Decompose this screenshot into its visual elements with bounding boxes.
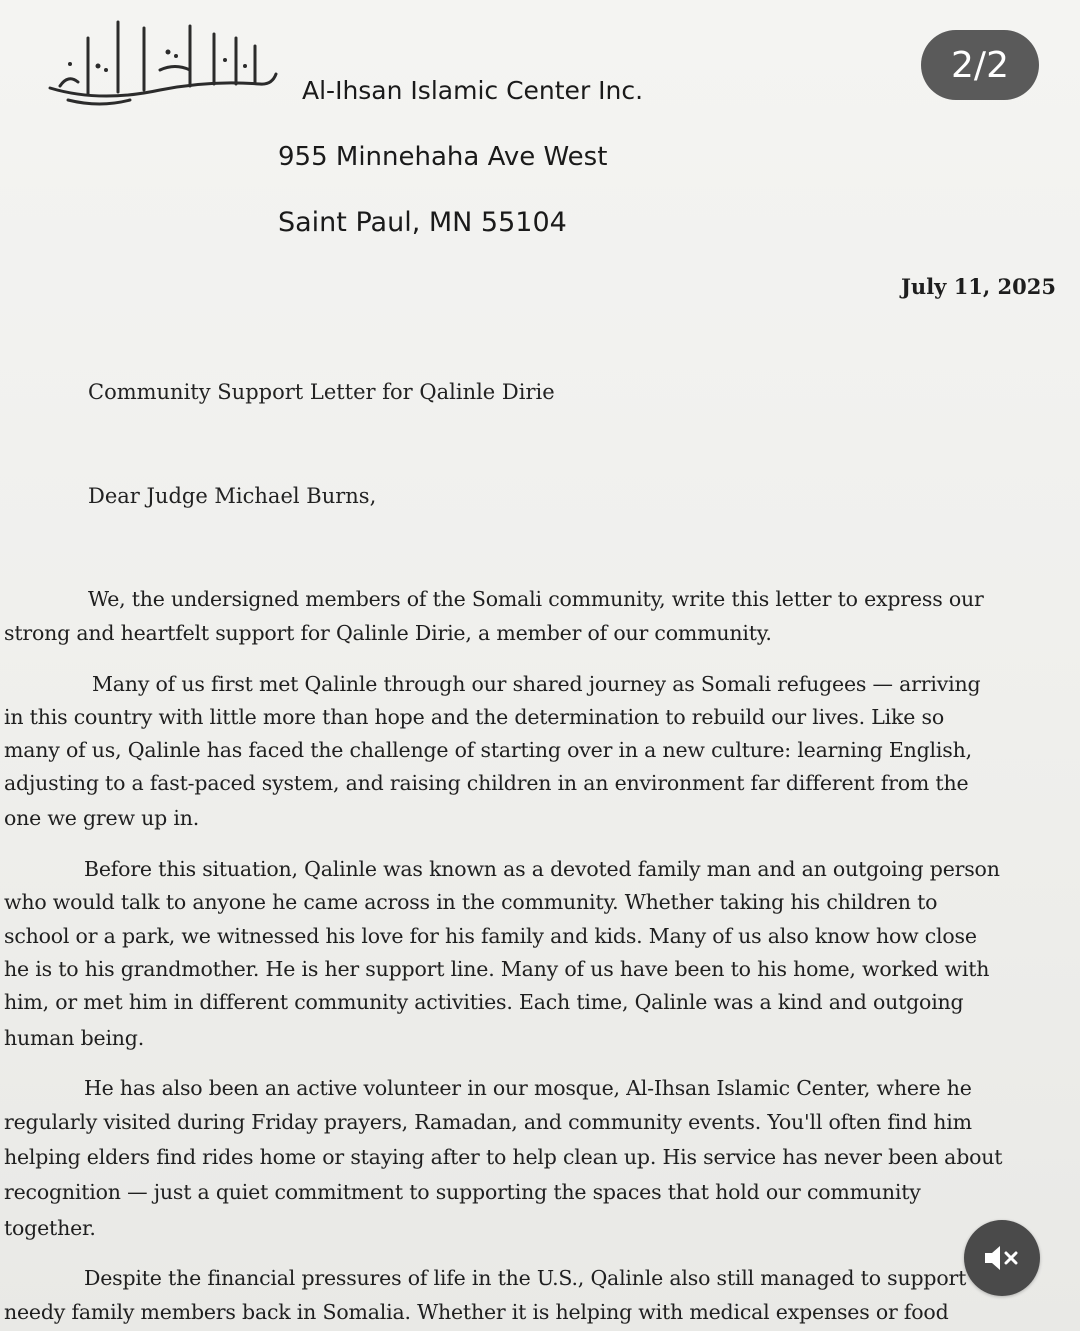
body-line: helping elders find rides home or staying after to help clean up. His service has never been about [4, 1145, 1003, 1169]
body-line: school or a park, we witnessed his love for his family and kids. Many of us also know how close [4, 924, 977, 948]
organization-name: Al-Ihsan Islamic Center Inc. [302, 76, 644, 105]
body-line: strong and heartfelt support for Qalinle Dirie, a member of our community. [4, 621, 772, 645]
body-line: many of us, Qalinle has faced the challenge of starting over in a new culture: learning English, [4, 738, 972, 762]
body-line: We, the undersigned members of the Somali community, write this letter to express our [88, 587, 984, 611]
body-line: needy family members back in Somalia. Whether it is helping with medical expenses or food [4, 1300, 949, 1324]
organization-street: 955 Minnehaha Ave West [278, 142, 608, 172]
body-line: together. [4, 1216, 96, 1240]
letter-date: July 11, 2025 [901, 274, 1056, 299]
body-line: Many of us first met Qalinle through our shared journey as Somali refugees — arriving [92, 672, 981, 696]
body-line: adjusting to a fast-paced system, and raising children in an environment far different from the [4, 771, 969, 795]
body-line: one we grew up in. [4, 806, 200, 830]
arabic-calligraphy-logo [40, 8, 285, 108]
letter-salutation: Dear Judge Michael Burns, [88, 484, 377, 508]
slide-counter: 2/2 [921, 30, 1039, 100]
body-line: Before this situation, Qalinle was known as a devoted family man and an outgoing person [84, 857, 1000, 881]
mute-toggle-button[interactable] [964, 1220, 1040, 1296]
body-line: human being. [4, 1026, 145, 1050]
speaker-muted-icon [983, 1243, 1021, 1273]
organization-city: Saint Paul, MN 55104 [278, 207, 567, 238]
body-line: in this country with little more than hope and the determination to rebuild our lives. Like so [4, 705, 944, 729]
body-line: he is to his grandmother. He is her support line. Many of us have been to his home, worked with [4, 957, 990, 981]
body-line: Despite the financial pressures of life in the U.S., Qalinle also still managed to support [84, 1266, 967, 1290]
body-line: regularly visited during Friday prayers, Ramadan, and community events. You'll often find him [4, 1110, 972, 1134]
body-line: who would talk to anyone he came across in the community. Whether taking his children to [4, 890, 938, 914]
body-line: recognition — just a quiet commitment to supporting the spaces that hold our community [4, 1180, 921, 1204]
body-line: him, or met him in different community activities. Each time, Qalinle was a kind and outgoing [4, 990, 964, 1014]
letter-subject: Community Support Letter for Qalinle Dirie [88, 380, 555, 404]
body-line: He has also been an active volunteer in our mosque, Al-Ihsan Islamic Center, where he [84, 1076, 972, 1100]
